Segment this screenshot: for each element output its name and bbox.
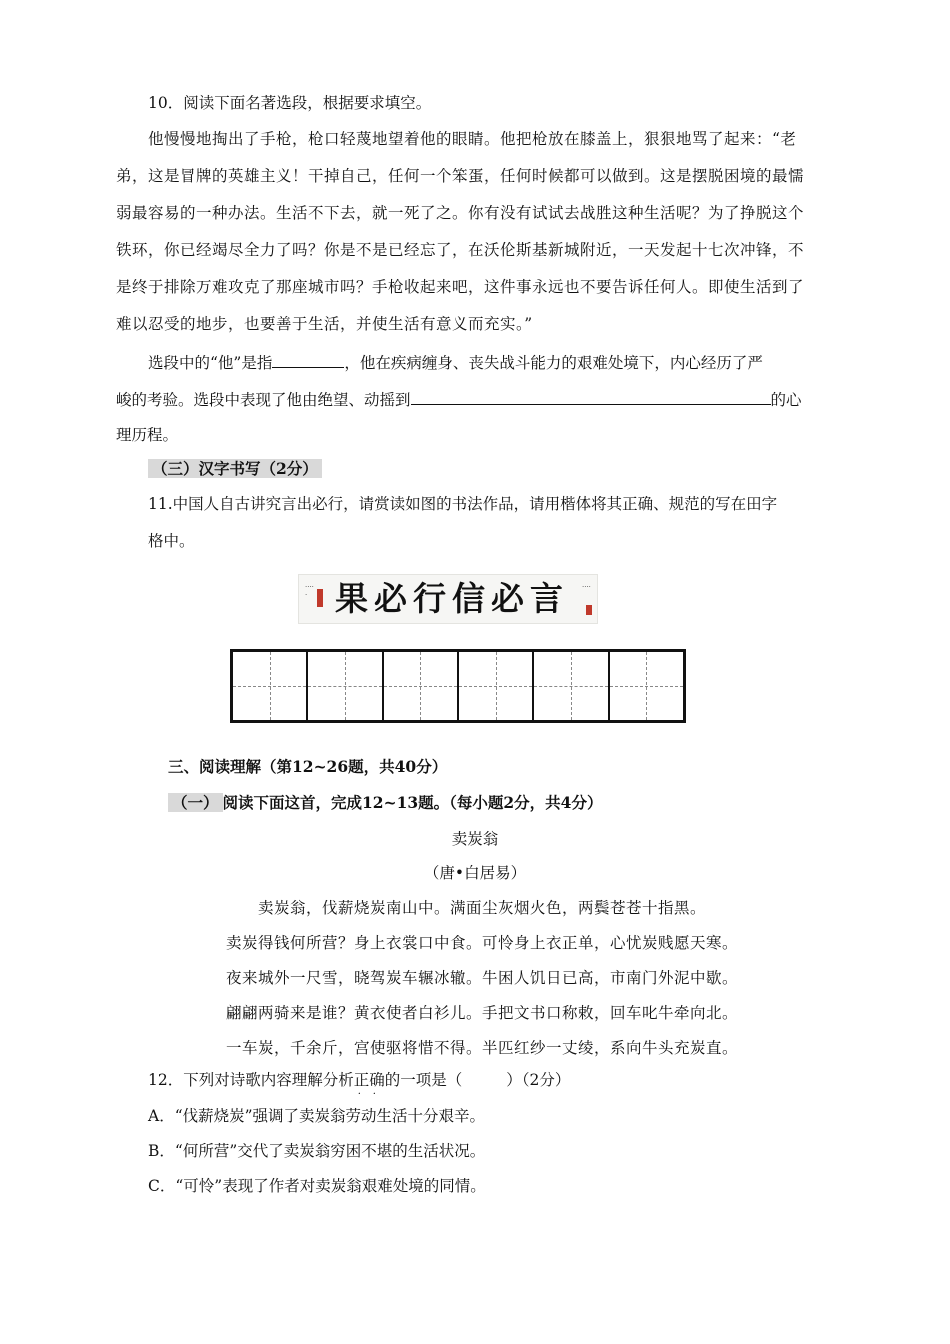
tianzige-grid: [230, 649, 686, 723]
section-label: （三）汉字书写（2分）: [148, 459, 322, 478]
signature-inscription: ·····: [305, 583, 314, 599]
signature-inscription: ····: [582, 583, 591, 591]
poem-title: 卖炭翁: [451, 830, 499, 848]
q12-emphasis-text: 正确: [353, 1071, 385, 1089]
seal-stamp-icon: [586, 605, 592, 615]
poem-line: 一车炭，千余斤，宫使驱将惜不得。半匹红纱一丈绫，系向牛头充炭直。: [226, 1039, 739, 1057]
section-title: 三、阅读理解（第12~26题，共40分）: [168, 757, 448, 776]
emphasis-dot-icon: ·: [372, 1089, 376, 1100]
q12-text: 12．下列对诗歌内容理解分析: [148, 1071, 354, 1089]
grid-cell[interactable]: [610, 652, 683, 720]
q10-passage-line: 难以忍受的地步，也要善于生活，并使生活有意义而充实。”: [116, 315, 533, 333]
poem-line: 翩翩两骑来是谁？黄衣使者白衫儿。手把文书口称敕，回车叱牛牵向北。: [226, 1004, 739, 1022]
q10-text: 峻的考验。选段中表现了他由绝望、动摇到: [116, 391, 411, 409]
q12-text: 的一项是（: [384, 1071, 463, 1089]
q10-passage-line: 是终于排除万难攻克了那座城市吗？手枪收起来吧，这件事永远也不要告诉任何人。即使生活到了: [116, 278, 805, 296]
q10-text: 的心: [770, 391, 802, 409]
calligraphy-text: 果必行信必言: [335, 579, 569, 618]
q12-emphasis: [353, 1071, 385, 1100]
poem-author: （唐•白居易）: [423, 864, 527, 882]
subsection-label: （一）: [168, 793, 223, 812]
q10-passage-line: 他慢慢地掏出了手枪，枪口轻蔑地望着他的眼睛。他把枪放在膝盖上，狠狠地骂了起来：“老: [148, 130, 797, 148]
q10-passage-line: 弟，这是冒牌的英雄主义！干掉自己，任何一个笨蛋，任何时候都可以做到。这是摆脱困境的最懦: [116, 167, 805, 185]
q10-question-line3: 理历程。: [116, 426, 179, 444]
calligraphy-artwork: [298, 574, 598, 624]
q10-text: ，他在疾病缠身、丧失战斗能力的艰难处境下，内心经历了严: [344, 354, 763, 372]
emphasis-dot-icon: ·: [357, 1089, 361, 1100]
q12-option-a[interactable]: A．“伐薪烧炭”强调了卖炭翁劳动生活十分艰辛。: [148, 1107, 486, 1125]
poem-line: 卖炭翁，伐薪烧炭南山中。满面尘灰烟火色，两鬓苍苍十指黑。: [258, 899, 707, 917]
q10-text: 选段中的“他”是指: [148, 354, 273, 372]
q10-question-line1: [148, 351, 763, 373]
grid-cell[interactable]: [534, 652, 609, 720]
q10-passage-line: 弱最容易的一种办法。生活不下去，就一死了之。你有没有试试去战胜这种生活呢？为了挣脱这个: [116, 204, 805, 222]
grid-cell[interactable]: [308, 652, 383, 720]
q12-option-c[interactable]: C．“可怜”表现了作者对卖炭翁艰难处境的同情。: [148, 1177, 486, 1195]
q12-stem: [148, 1070, 571, 1100]
answer-blank-name[interactable]: [272, 351, 344, 368]
section-heading-hanzi: [148, 459, 322, 479]
grid-cell[interactable]: [384, 652, 459, 720]
q10-heading: 10．阅读下面名著选段，根据要求填空。: [148, 94, 432, 112]
poem-line: 卖炭得钱何所营？身上衣裳口中食。可怜身上衣正单，心忧炭贱愿天寒。: [226, 934, 739, 952]
q11-line: 格中。: [148, 532, 195, 550]
subsection-text: 阅读下面这首，完成12~13题。（每小题2分，共4分）: [222, 793, 603, 812]
q10-passage-line: 铁环，你已经竭尽全力了吗？你是不是已经忘了，在沃伦斯基新城附近，一天发起十七次冲锋，不: [116, 241, 805, 259]
grid-cell[interactable]: [233, 652, 308, 720]
q10-question-line2: [116, 388, 802, 410]
seal-stamp-icon: [317, 589, 323, 607]
answer-blank-process[interactable]: [411, 388, 771, 405]
q12-text: ）（2分）: [506, 1071, 571, 1089]
q12-option-b[interactable]: B．“何所营”交代了卖炭翁穷困不堪的生活状况。: [148, 1142, 486, 1160]
grid-cell[interactable]: [459, 652, 534, 720]
poem-line: 夜来城外一尺雪，晓驾炭车辗冰辙。牛困人饥日已高，市南门外泥中歇。: [226, 969, 739, 987]
subsection-heading: [168, 793, 602, 813]
q11-line: 11.中国人自古讲究言出必行，请赏读如图的书法作品，请用楷体将其正确、规范的写在田字: [148, 495, 778, 513]
